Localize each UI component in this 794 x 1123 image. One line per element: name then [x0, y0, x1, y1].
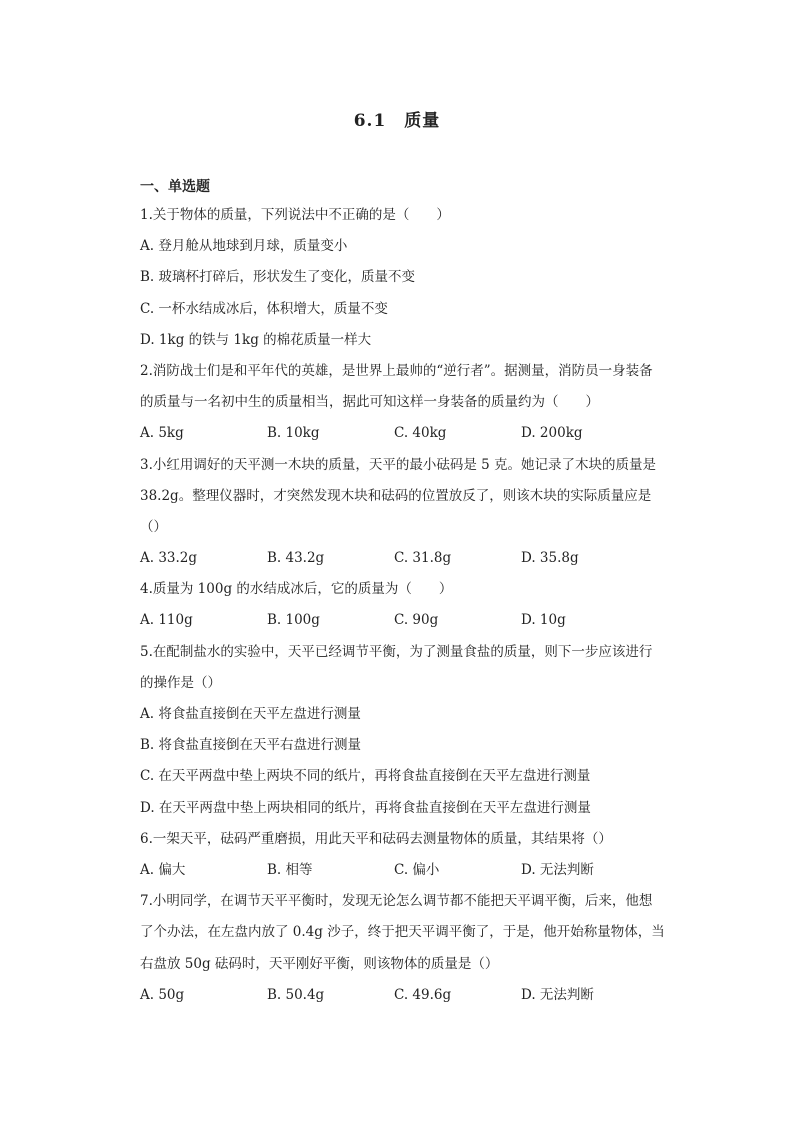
q2-option-c: C. 40kg — [394, 425, 447, 442]
q4-option-a: A. 110g — [140, 612, 193, 629]
q4-options — [140, 605, 680, 636]
q2-stem-line-1: 2.消防战士们是和平年代的英雄，是世界上最帅的“逆行者”。据测量，消防员一身装备 — [140, 362, 653, 379]
q3-option-a: A. 33.2g — [140, 550, 198, 567]
q2-stem-line-2: 的质量与一名初中生的质量相当，据此可知这样一身装备的质量约为（ ） — [140, 394, 599, 411]
q2-option-d: D. 200kg — [521, 425, 583, 442]
q6-stem: 6.一架天平，砝码严重磨损，用此天平和砝码去测量物体的质量，其结果将（） — [140, 830, 612, 847]
q7-option-a: A. 50g — [140, 986, 185, 1003]
q5-option-a: A. 将食盐直接倒在天平左盘进行测量 — [140, 706, 361, 722]
q7-option-d: D. 无法判断 — [521, 986, 594, 1003]
section-title: 一、单选题 — [140, 179, 210, 195]
q2-options — [140, 418, 680, 449]
q1-option-c: C. 一杯水结成冰后，体积增大，质量不变 — [140, 300, 388, 317]
q6-options — [140, 855, 680, 886]
q5-option-d: D. 在天平两盘中垫上两块相同的纸片，再将食盐直接倒在天平左盘进行测量 — [140, 799, 591, 816]
q4-option-b: B. 100g — [267, 612, 320, 629]
q5-stem-line-1: 5.在配制盐水的实验中，天平已经调节平衡，为了测量食盐的质量，则下一步应该进行 — [140, 643, 653, 660]
q6-option-b: B. 相等 — [267, 861, 313, 878]
q3-stem-line-2: 38.2g。整理仪器时，才突然发现木块和砝码的位置放反了，则该木块的实际质量应是 — [140, 487, 652, 504]
q2-option-a: A. 5kg — [140, 425, 184, 442]
q3-option-c: C. 31.8g — [394, 550, 452, 567]
q2-option-b: B. 10kg — [267, 425, 320, 442]
q5-option-c: C. 在天平两盘中垫上两块不同的纸片，再将食盐直接倒在天平左盘进行测量 — [140, 768, 591, 785]
q5-option-b: B. 将食盐直接倒在天平右盘进行测量 — [140, 737, 362, 754]
q1-option-d: D. 1kg 的铁与 1kg 的棉花质量一样大 — [140, 331, 372, 348]
q5-stem-line-2: 的操作是（） — [140, 674, 221, 691]
q7-stem-line-1: 7.小明同学，在调节天平平衡时，发现无论怎么调节都不能把天平调平衡，后来，他想 — [140, 893, 653, 910]
q7-option-b: B. 50.4g — [267, 986, 325, 1003]
q1-option-a: A. 登月舱从地球到月球，质量变小 — [140, 238, 348, 255]
q7-option-c: C. 49.6g — [394, 986, 452, 1003]
q3-option-b: B. 43.2g — [267, 550, 325, 567]
q7-stem-line-3: 右盘放 50g 砝码时，天平刚好平衡，则该物体的质量是（） — [140, 955, 499, 972]
page-title: 6.1 质量 — [353, 111, 441, 131]
q7-options — [140, 980, 680, 1011]
q1-stem: 1.关于物体的质量，下列说法中不正确的是（ ） — [140, 207, 450, 223]
q1-option-b: B. 玻璃杯打碎后，形状发生了变化，质量不变 — [140, 269, 416, 286]
q3-options — [140, 543, 680, 574]
q4-option-d: D. 10g — [521, 612, 566, 629]
q3-stem-line-3: （） — [140, 518, 167, 535]
q6-option-d: D. 无法判断 — [521, 861, 594, 878]
q6-option-a: A. 偏大 — [140, 861, 186, 878]
q4-option-c: C. 90g — [394, 612, 439, 629]
q6-option-c: C. 偏小 — [394, 861, 440, 878]
q7-stem-line-2: 了个办法，在左盘内放了 0.4g 沙子，终于把天平调平衡了，于是，他开始称量物体，当 — [140, 924, 665, 941]
q3-option-d: D. 35.8g — [521, 550, 579, 567]
q3-stem-line-1: 3.小红用调好的天平测一木块的质量，天平的最小砝码是 5 克。她记录了木块的质量是 — [140, 456, 657, 473]
question-list — [140, 200, 680, 1011]
q4-stem: 4.质量为 100g 的水结成冰后，它的质量为（ ） — [140, 581, 453, 598]
